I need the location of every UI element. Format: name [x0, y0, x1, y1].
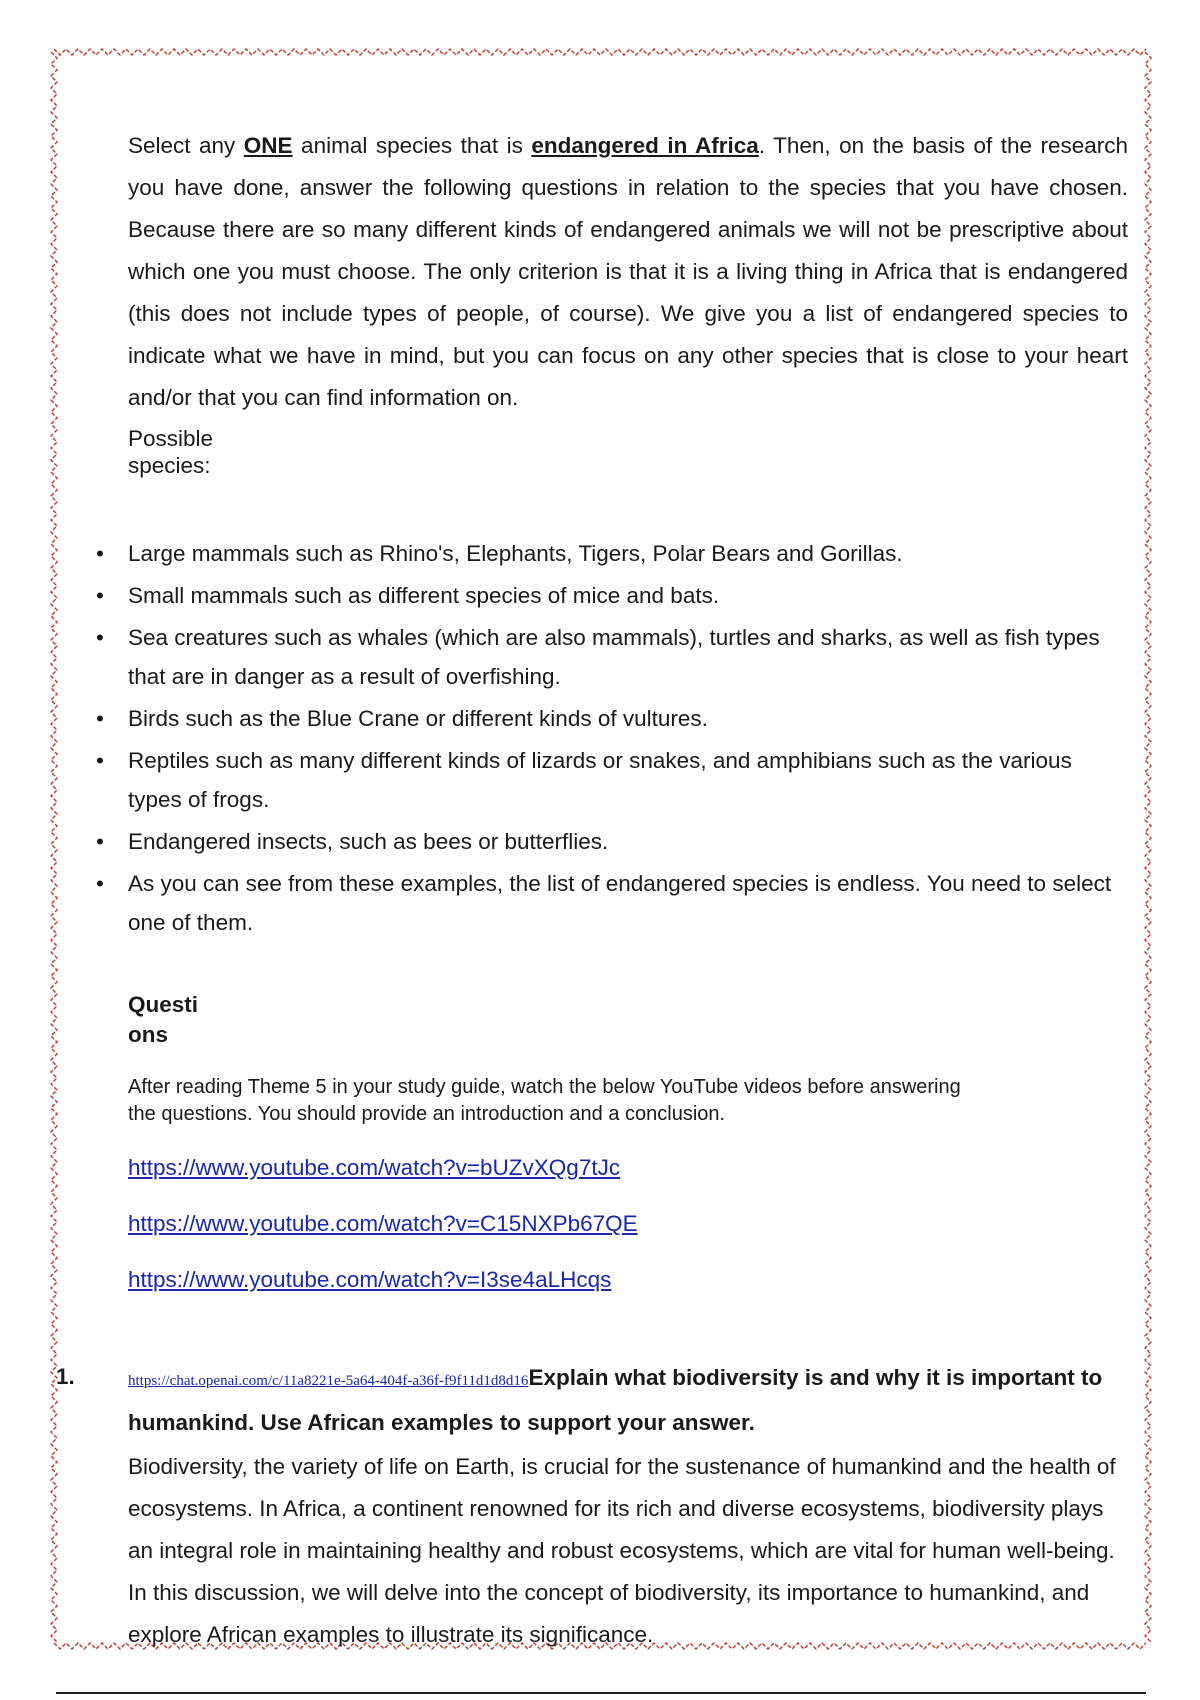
- intro-text-1: Select any: [128, 133, 244, 158]
- questions-heading: Questi ons: [128, 992, 199, 1047]
- bullet-icon: •: [96, 625, 104, 650]
- species-list-item: • As you can see from these examples, the list of endangered species is endless. You need to select one of them.: [90, 864, 1130, 942]
- document-body: [56, 125, 1128, 1656]
- right-border: [1145, 52, 1151, 1642]
- intro-text-2: animal species that is: [292, 133, 532, 158]
- youtube-link-2[interactable]: https://www.youtube.com/watch?v=C15NXPb67QE: [128, 1211, 638, 1236]
- youtube-link-1[interactable]: https://www.youtube.com/watch?v=bUZvXQg7tJc: [128, 1155, 621, 1180]
- intro-text-3: . Then, on the basis of the research you have done, answer the following questions in relation to the species that you have chosen. Because there are so many different kinds of endangered animals we will not be prescriptive about which one you must choose. The only criterion is that it is a living thing in Africa that is endangered (this does not include types of people, of course). We give you a list of endangered species to indicate what we have in mind, but you can focus on any other species that is close to your heart and/or that you can find information on.: [128, 133, 1128, 410]
- species-list-item: • Endangered insects, such as bees or butterflies.: [90, 822, 1130, 861]
- species-list: [90, 534, 1130, 942]
- chatgpt-link[interactable]: https://chat.openai.com/c/11a8221e-5a64-404f-a36f-f9f11d1d8d16: [128, 1373, 529, 1389]
- species-list-item: • Sea creatures such as whales (which are also mammals), turtles and sharks, as well as fish types that are in danger as a result of overfishing.: [90, 618, 1130, 696]
- bullet-icon: •: [96, 541, 104, 566]
- species-list-item: • Birds such as the Blue Crane or different kinds of vultures.: [90, 699, 1130, 738]
- top-border: [54, 49, 1146, 55]
- species-list-item: • Small mammals such as different species of mice and bats.: [90, 576, 1130, 615]
- bullet-icon: •: [96, 871, 104, 896]
- intro-paragraph: [128, 125, 1128, 419]
- possible-species-label: Possible species:: [128, 426, 214, 478]
- left-border: [51, 52, 57, 1642]
- intro-emphasis-africa: endangered in Africa: [531, 133, 759, 158]
- species-list-item: • Reptiles such as many different kinds of lizards or snakes, and amphibians such as the various types of frogs.: [90, 741, 1130, 819]
- question-number: 1.: [56, 1364, 75, 1389]
- page-divider: [56, 1692, 1146, 1694]
- intro-emphasis-one: ONE: [243, 133, 293, 158]
- bullet-icon: •: [96, 829, 104, 854]
- question-1: [56, 1357, 1128, 1656]
- bullet-icon: •: [96, 706, 104, 731]
- answer-paragraph: Biodiversity, the variety of life on Earth, is crucial for the sustenance of humankind and the health of ecosystems. In Africa, a continent renowned for its rich and diverse ecosystems, biodiversity plays an integral role in maintaining healthy and robust ecosystems, which are vital for human well-being. In this discussion, we will delve into the concept of biodiversity, its importance to humankind, and explore African examples to illustrate its significance.: [128, 1454, 1116, 1647]
- bullet-icon: •: [96, 583, 104, 608]
- instructions-text: After reading Theme 5 in your study guide, watch the below YouTube videos before answering the questions. You should provide an introduction and a conclusion.: [128, 1076, 961, 1125]
- question-prompt: Explain what biodiversity is and why it is important to humankind. Use African examples to support your answer.: [128, 1365, 1103, 1435]
- bullet-icon: •: [96, 748, 104, 773]
- youtube-link-3[interactable]: https://www.youtube.com/watch?v=I3se4aLHcqs: [128, 1267, 612, 1292]
- question-text: [128, 1357, 1108, 1444]
- species-list-item: • Large mammals such as Rhino's, Elephants, Tigers, Polar Bears and Gorillas.: [90, 534, 1130, 573]
